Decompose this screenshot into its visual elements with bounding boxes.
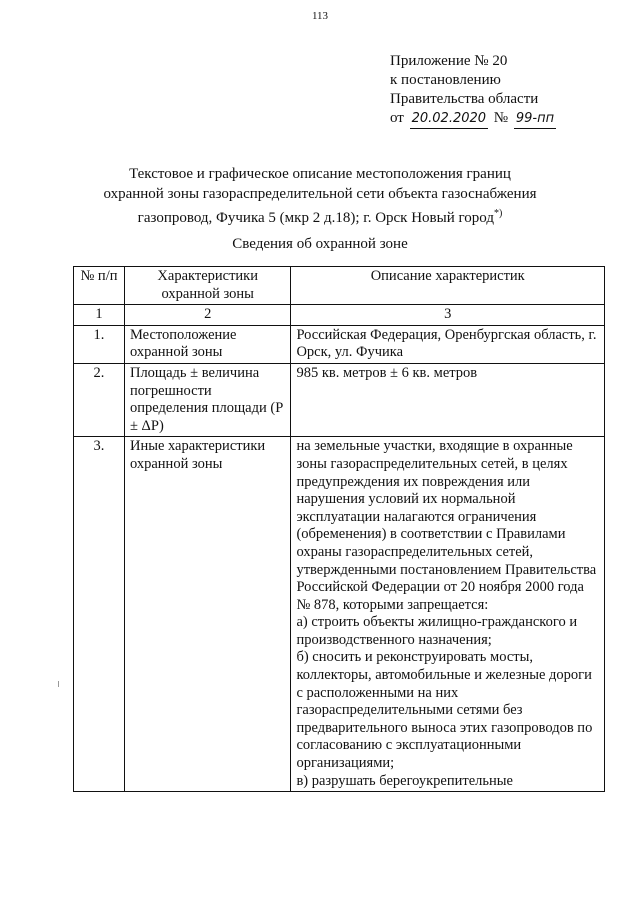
document-title	[60, 164, 580, 228]
index-cell-1: 1	[74, 305, 125, 326]
title-line-2: охранной зоны газораспределительной сети объекта газоснабжения	[103, 186, 537, 202]
appendix-line-1: Приложение № 20	[390, 53, 508, 69]
row-number: 2.	[74, 363, 125, 436]
row-description	[291, 325, 605, 363]
zone-info-table	[73, 266, 605, 792]
row-description	[291, 437, 605, 792]
index-cell-2: 2	[124, 305, 290, 326]
index-cell-3: 3	[291, 305, 605, 326]
description-paragraph: б) сносить и реконструировать мосты, коллекторы, автомобильные и железные дороги с расположенными на них газораспределительными сетями без предварительного выноса этих газопроводов по согласованию с эксплуатационными организациями;	[296, 649, 593, 772]
table-row	[74, 437, 605, 792]
appendix-header	[390, 52, 558, 129]
table-index-row	[74, 305, 605, 326]
appendix-date-line	[390, 109, 558, 129]
row-characteristic: Иные характеристики охранной зоны	[124, 437, 290, 792]
table-row	[74, 325, 605, 363]
row-characteristic: Местоположение охранной зоны	[124, 325, 290, 363]
appendix-line-2: к постановлению	[390, 72, 501, 88]
number-label: №	[493, 110, 509, 126]
handwritten-number: 99-пп	[514, 109, 556, 129]
page-number: 113	[311, 10, 329, 22]
row-characteristic: Площадь ± величина погрешности определения площади (Р ± ΔР)	[124, 363, 290, 436]
section-subtitle: Сведения об охранной зоне	[232, 236, 408, 252]
description-paragraph: а) строить объекты жилищно-гражданского и производственного назначения;	[296, 614, 578, 648]
appendix-line-3: Правительства области	[390, 91, 539, 107]
row-number: 3.	[74, 437, 125, 792]
header-cell-number: № п/п	[74, 267, 125, 305]
title-line-3-text: газопровод, Фучика 5 (мкр 2 д.18); г. Орск Новый город	[137, 210, 494, 226]
table-row	[74, 363, 605, 436]
from-label: от	[390, 110, 404, 126]
row-description	[291, 363, 605, 436]
margin-mark	[58, 681, 59, 687]
row-number: 1.	[74, 325, 125, 363]
description-paragraph: № 878, которыми запрещается:	[296, 596, 489, 613]
handwritten-date: 20.02.2020	[410, 109, 488, 129]
description-paragraph: на земельные участки, входящие в охранные зоны газораспределительных сетей, в целях предупреждения их повреждения или нарушения условий их нормальной эксплуатации налагаются ограничения (обременения) в соответствии с Правилами охраны газораспределительных сетей, утвержденными постановлением Правительства Российской Федерации от 20 ноября 2000 года	[296, 438, 597, 596]
table-header-row	[74, 267, 605, 305]
title-line-3	[60, 204, 580, 228]
description-paragraph: 985 кв. метров ± 6 кв. метров	[296, 364, 478, 381]
description-paragraph: Российская Федерация, Оренбургская область, г. Орск, ул. Фучика	[296, 326, 597, 361]
header-cell-description: Описание характеристик	[291, 267, 605, 305]
header-cell-characteristic: Характеристики охранной зоны	[124, 267, 290, 305]
description-paragraph: в) разрушать берегоукрепительные	[296, 772, 513, 789]
footnote-mark: *)	[493, 208, 503, 219]
title-line-1: Текстовое и графическое описание местоположения границ	[129, 166, 511, 182]
